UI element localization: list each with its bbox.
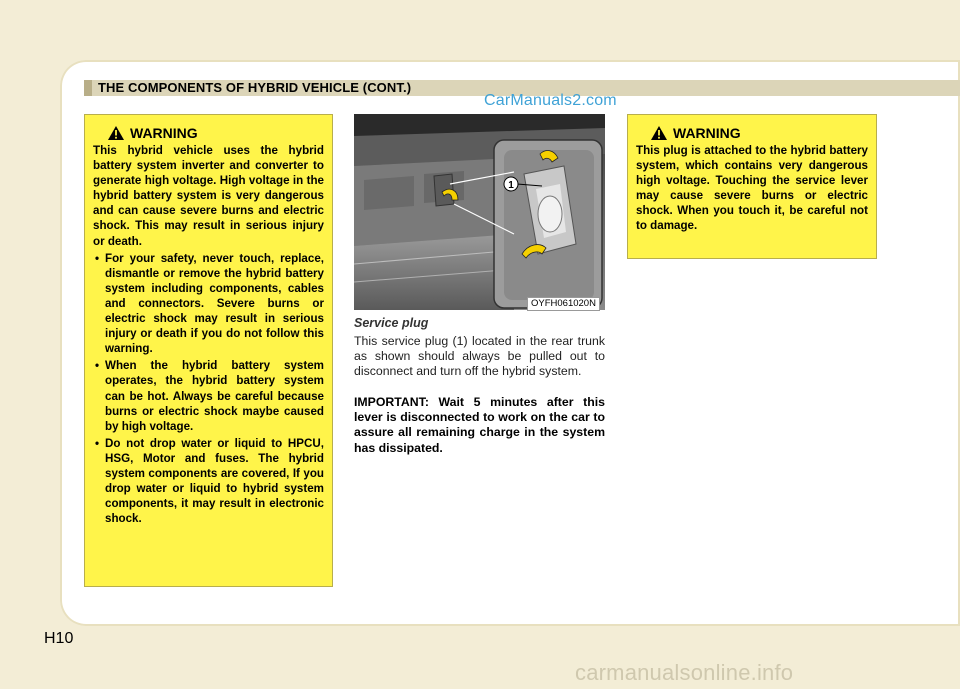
warning-bullet: • Do not drop water or liquid to HPCU, HSG, Motor and fuses. The hybrid system components are covered, If you drop water or liquid to hybrid system components, it may result in electronic shock. — [93, 436, 324, 527]
warning-heading — [650, 125, 868, 141]
figure-code: OYFH061020N — [527, 297, 600, 311]
figure-callout-number: 1 — [508, 180, 514, 191]
warning-triangle-icon — [107, 125, 125, 141]
service-plug-figure — [354, 114, 605, 310]
warning-bullet: • When the hybrid battery system operates, the hybrid battery system can be hot. Always be careful because burns or electric shock maybe caused by high voltage. — [93, 358, 324, 433]
warning-text: This plug is attached to the hybrid battery system, which contains very dangerous high voltage. Touching the service lever may cause severe burns or electric shock. When you touch it, be careful not to damage. — [636, 144, 868, 233]
body-paragraph: This service plug (1) located in the rear trunk as shown should always be pulled out to disconnect and turn off the hybrid system. — [354, 334, 605, 379]
warning-intro: This hybrid vehicle uses the hybrid battery system inverter and converter to generate high voltage. High voltage in the hybrid battery system is very dangerous and can cause severe burns and electric shock. This may result in serious injury or death. — [93, 144, 324, 248]
header-accent — [84, 80, 92, 96]
warning-box-right — [627, 114, 877, 259]
figure-caption: Service plug — [354, 316, 429, 330]
warning-box-left — [84, 114, 333, 587]
section-header-title: THE COMPONENTS OF HYBRID VEHICLE (CONT.) — [98, 80, 412, 95]
warning-heading — [107, 125, 324, 141]
watermark-top[interactable]: CarManuals2.com — [484, 92, 617, 109]
important-note: IMPORTANT: Wait 5 minutes after this lever is disconnected to work on the car to assure all remaining charge in the system has dissipated. — [354, 395, 605, 455]
page-number: H10 — [44, 630, 74, 647]
warning-title: WARNING — [130, 125, 198, 141]
watermark-bottom[interactable]: carmanualsonline.info — [575, 660, 794, 685]
warning-triangle-icon — [650, 125, 668, 141]
trunk-photo-illustration — [354, 114, 605, 310]
warning-bullet-list — [93, 251, 324, 527]
warning-bullet: • For your safety, never touch, replace, dismantle or remove the hybrid battery system including components, cables and connectors. Severe burns or electric shock may result in serious injury or death if you do not follow this warning. — [93, 251, 324, 357]
warning-title: WARNING — [673, 125, 741, 141]
